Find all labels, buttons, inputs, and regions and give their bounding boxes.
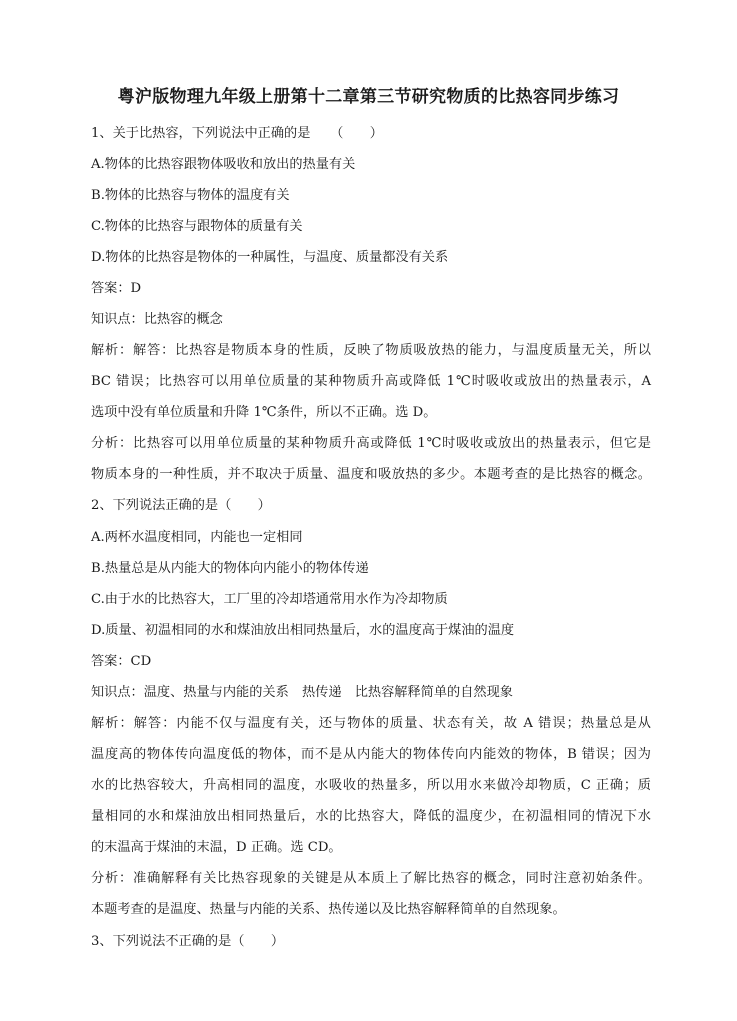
question-3-stem: 3、下列说法不正确的是（ ）: [91, 934, 285, 949]
question-1-analysis-line-1: 解析：解答：比热容是物质本身的性质，反映了物质吸放热的能力，与温度质量无关，所以: [91, 343, 651, 358]
question-2-summary-line-2: 本题考查的是温度、热量与内能的关系、热传递以及比热容解释简单的自然现象。: [91, 902, 566, 917]
document-title: 粤沪版物理九年级上册第十二章第三节研究物质的比热容同步练习: [117, 87, 620, 107]
question-2-option-a: A.两杯水温度相同，内能也一定相同: [91, 530, 303, 545]
question-1-summary-line-1: 分析：比热容可以用单位质量的某种物质升高或降低 1℃时吸收或放出的热量表示，但它是: [91, 436, 651, 451]
question-1-stem: 1、关于比热容，下列说法中正确的是 （ ）: [91, 126, 383, 141]
question-1-knowledge-point: 知识点：比热容的概念: [91, 312, 223, 327]
question-2-analysis-line-4: 量相同的水和煤油放出相同热量后，水的比热容大，降低的温度少，在初温相同的情况下水: [91, 809, 651, 824]
question-1-analysis-line-3: 选项中没有单位质量和升降 1℃条件，所以不正确。选 D。: [91, 405, 437, 420]
question-2-summary-line-1: 分析：准确解释有关比热容现象的关键是从本质上了解比热容的概念，同时注意初始条件。: [91, 871, 651, 886]
question-2-analysis-line-1: 解析：解答：内能不仅与温度有关，还与物体的质量、状态有关，故 A 错误；热量总是从: [91, 716, 651, 731]
question-2-option-d: D.质量、初温相同的水和煤油放出相同热量后，水的温度高于煤油的温度: [91, 623, 515, 638]
question-1-summary-line-2: 物质本身的一种性质，并不取决于质量、温度和吸放热的多少。本题考查的是比热容的概念。: [91, 467, 651, 482]
question-1-option-a: A.物体的比热容跟物体吸收和放出的热量有关: [91, 157, 356, 172]
question-2-analysis-line-2: 温度高的物体传向温度低的物体，而不是从内能大的物体传向内能效的物体，B 错误；因为: [91, 747, 651, 762]
question-2-analysis-line-3: 水的比热容较大，升高相同的温度，水吸收的热量多，所以用水来做冷却物质，C 正确；质: [91, 778, 651, 793]
question-1-option-d: D.物体的比热容是物体的一种属性，与温度、质量都没有关系: [91, 250, 449, 265]
question-2-answer: 答案：CD: [91, 654, 152, 669]
question-2-option-c: C.由于水的比热容大，工厂里的冷却塔通常用水作为冷却物质: [91, 592, 448, 607]
question-1-option-b: B.物体的比热容与物体的温度有关: [91, 188, 290, 203]
question-1-answer: 答案：D: [91, 281, 142, 296]
question-2-analysis-line-5: 的末温高于煤油的末温，D 正确。选 CD。: [91, 840, 342, 855]
question-2-stem: 2、下列说法正确的是（ ）: [91, 498, 271, 513]
question-1-option-c: C.物体的比热容与跟物体的质量有关: [91, 219, 303, 234]
question-2-knowledge-point: 知识点：温度、热量与内能的关系 热传递 比热容解释简单的自然现象: [91, 685, 513, 700]
question-2-option-b: B.热量总是从内能大的物体向内能小的物体传递: [91, 561, 369, 576]
question-1-analysis-line-2: BC 错误；比热容可以用单位质量的某种物质升高或降低 1℃时吸收或放出的热量表示，A: [91, 374, 651, 389]
